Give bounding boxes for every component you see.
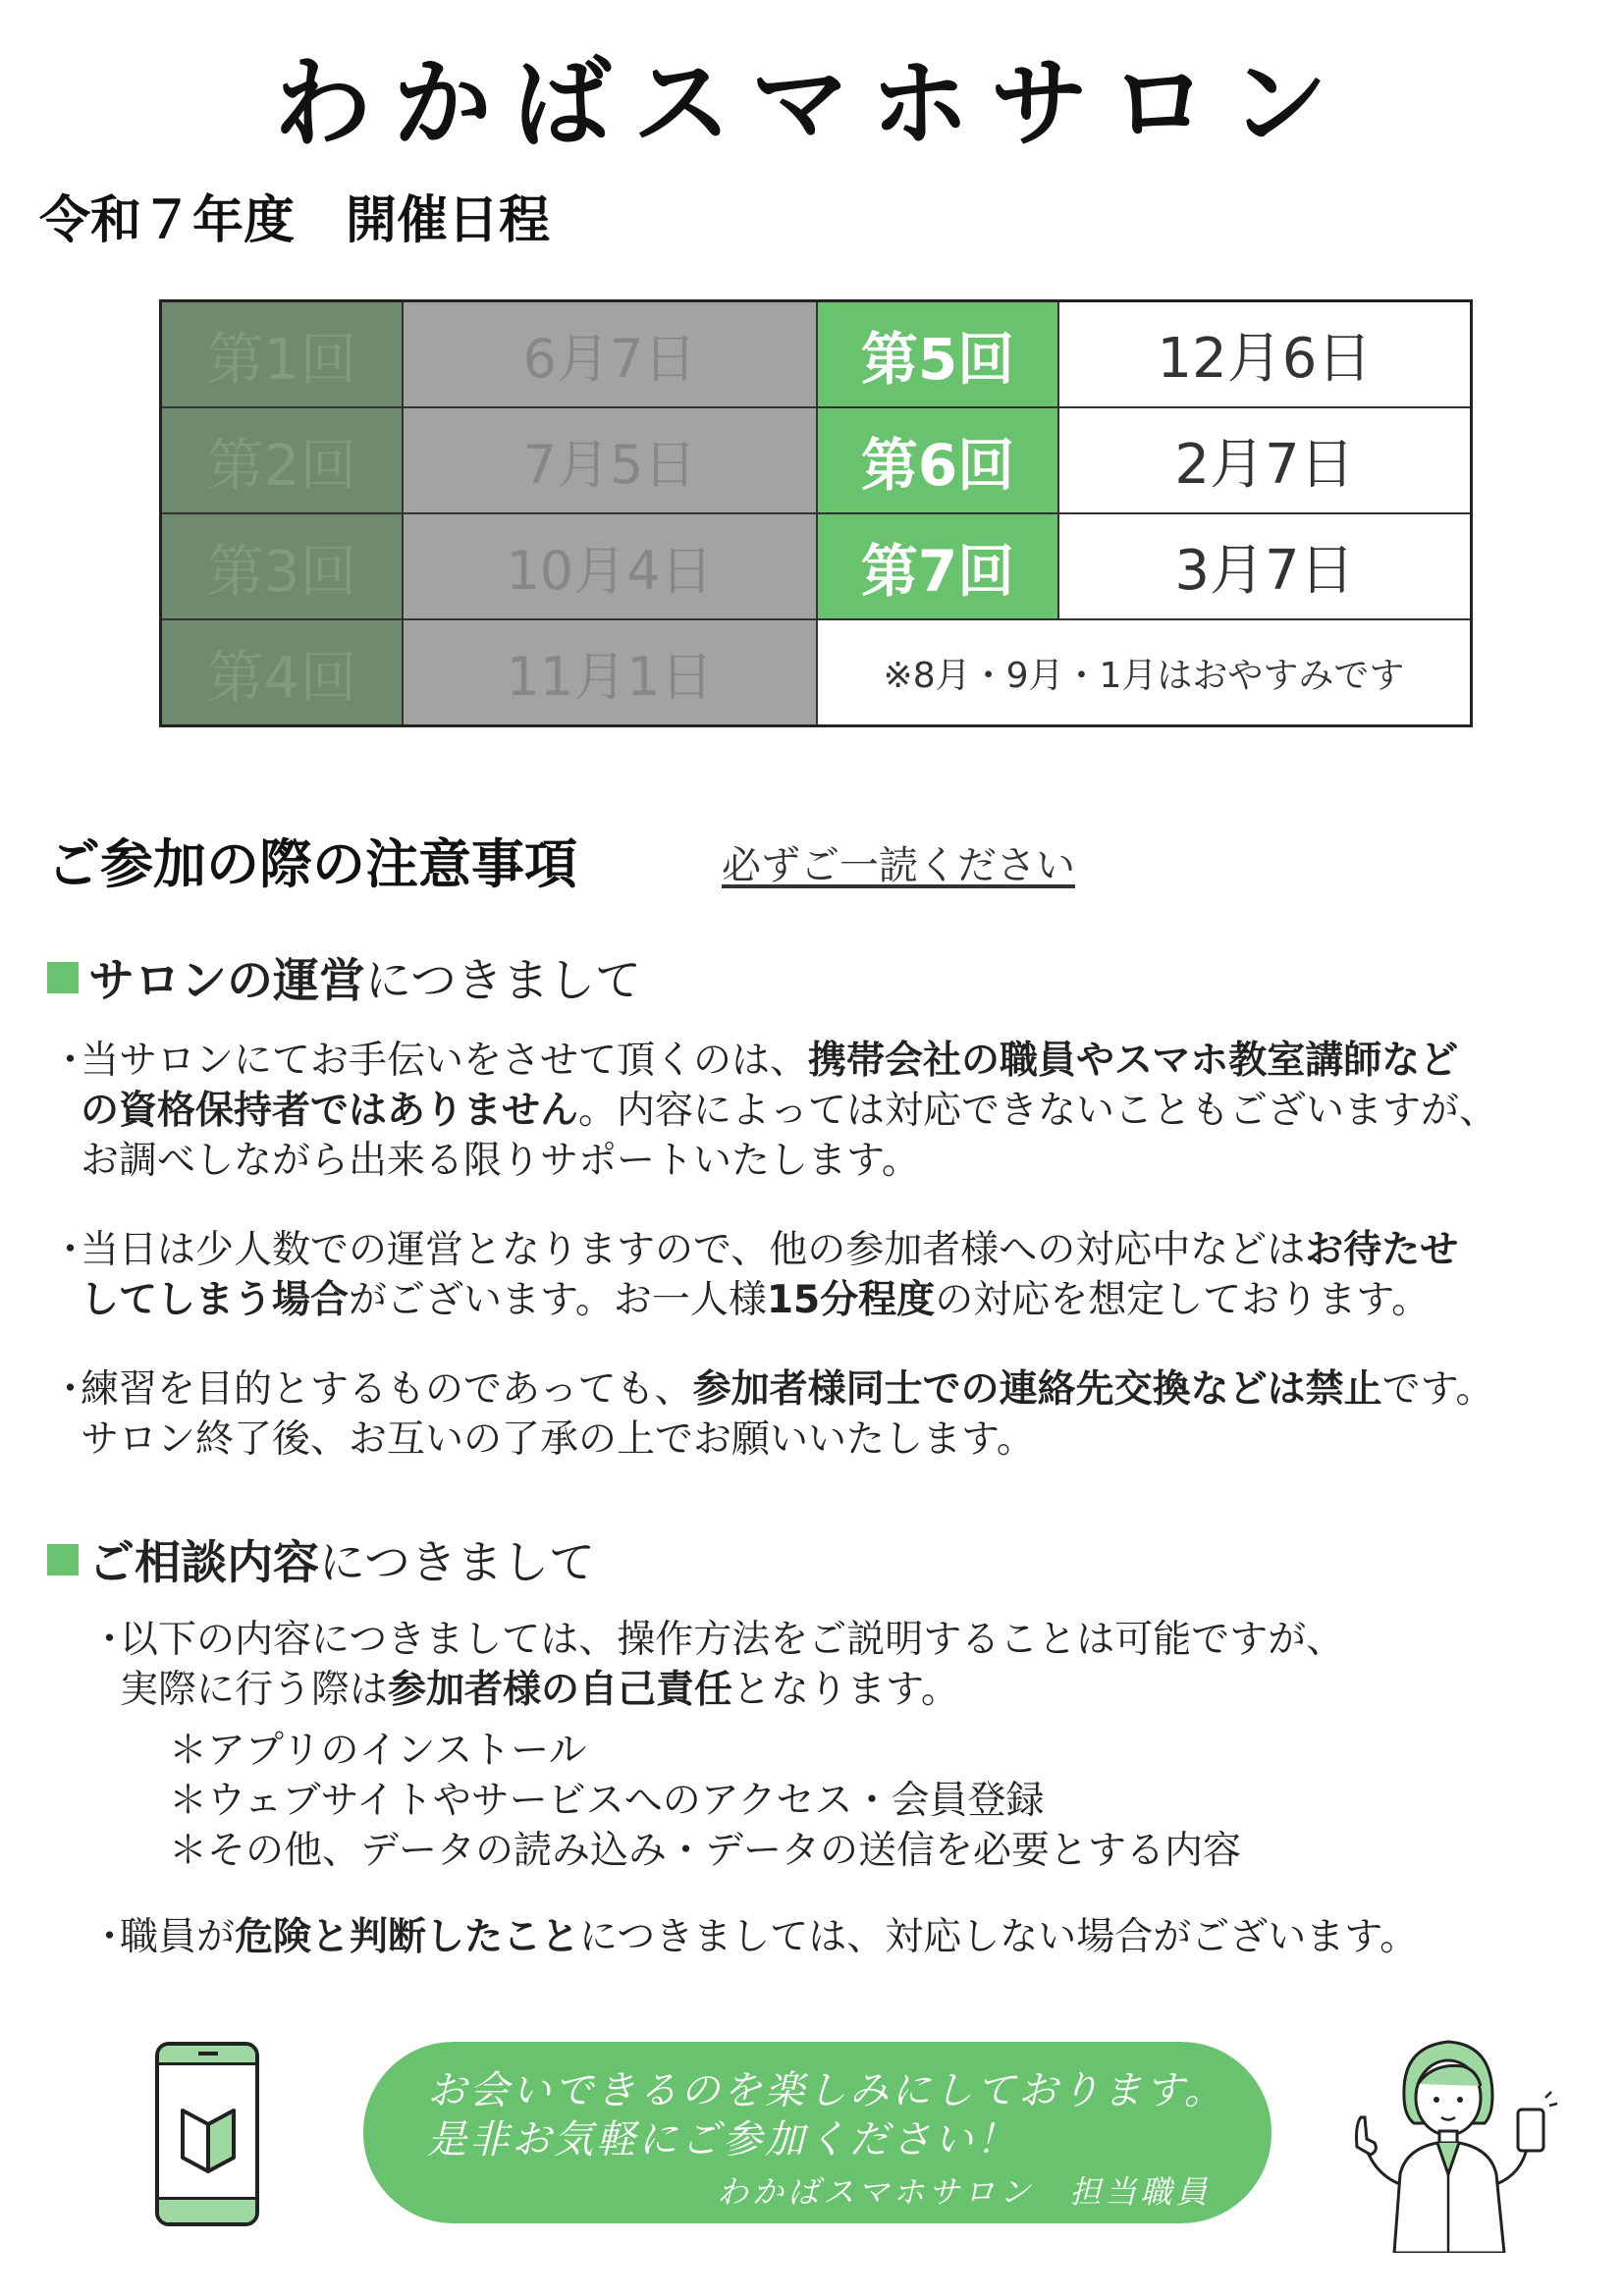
session-2-date: 7月5日 bbox=[404, 408, 818, 514]
message-bubble bbox=[363, 2042, 1271, 2223]
notes-read-notice: 必ずご一読ください bbox=[722, 843, 1075, 888]
session-6-date: 2月7日 bbox=[1059, 408, 1470, 514]
section-operation-heading-rest: につきまして bbox=[365, 954, 642, 1008]
section-consultation-heading bbox=[47, 1526, 595, 1592]
green-square-marker bbox=[47, 962, 79, 993]
session-5-label: 第5回 bbox=[818, 302, 1059, 408]
section-operation-heading-bold: サロンの運営 bbox=[88, 954, 365, 1008]
session-1-label: 第1回 bbox=[162, 302, 404, 408]
session-7-date: 3月7日 bbox=[1059, 514, 1470, 620]
section-consultation-heading-rest: につきまして bbox=[319, 1536, 596, 1590]
bullet: ・ bbox=[90, 1915, 130, 1959]
bullet: ・ bbox=[51, 1039, 90, 1083]
session-4-label: 第4回 bbox=[162, 620, 404, 724]
message-line-2: 是非お気軽にご参加ください！ bbox=[427, 2117, 1018, 2163]
session-6-label: 第6回 bbox=[818, 408, 1059, 514]
holiday-note: ※8月・9月・1月はおやすみです bbox=[818, 620, 1470, 724]
message-signature: わかばスマホサロン 担当職員 bbox=[717, 2173, 1212, 2211]
notes-heading: ご参加の際の注意事項 bbox=[47, 833, 577, 895]
list-item: ＊その他、データの読み込み・データの送信を必要とする内容 bbox=[169, 1829, 1242, 1873]
session-5-date: 12月6日 bbox=[1059, 302, 1470, 408]
bullet: ・ bbox=[90, 1618, 130, 1662]
operation-item-1: ・ 当サロンにてお手伝いをさせて頂くのは、携帯会社の職員やスマホ教室講師など の資格保持者ではありません。内容によっては対応できないこともございますが、 お調べしながら出来る限りサポートいたします。 bbox=[51, 1036, 1602, 1186]
session-3-label: 第3回 bbox=[162, 514, 404, 620]
consultation-list bbox=[169, 1726, 1543, 1876]
session-1-date: 6月7日 bbox=[404, 302, 818, 408]
list-item: ＊アプリのインストール bbox=[169, 1729, 587, 1773]
consultation-item-2: ・ 職員が危険と判断したことにつきましては、対応しない場合がございます。 bbox=[90, 1912, 1602, 1962]
message-line-1: お会いできるのを楽しみにしております。 bbox=[427, 2068, 1226, 2113]
page-title: わかばスマホサロン bbox=[273, 46, 1350, 161]
smartphone-beginner-mark-icon bbox=[155, 2042, 259, 2226]
session-2-label: 第2回 bbox=[162, 408, 404, 514]
session-7-label: 第7回 bbox=[818, 514, 1059, 620]
session-3-date: 10月4日 bbox=[404, 514, 818, 620]
bullet: ・ bbox=[51, 1367, 90, 1412]
list-item: ＊ウェブサイトやサービスへのアクセス・会員登録 bbox=[169, 1779, 1045, 1823]
schedule-table bbox=[159, 299, 1473, 727]
operation-item-2: ・ 当日は少人数での運営となりますので、他の参加者様への対応中などはお待たせ してしまう場合がございます。お一人様15分程度の対応を想定しております。 bbox=[51, 1225, 1602, 1325]
section-operation-heading bbox=[47, 944, 641, 1010]
consultation-item-1: ・ 以下の内容につきましては、操作方法をご説明することは可能ですが、 実際に行う際は参加者様の自己責任となります。 bbox=[90, 1615, 1602, 1715]
section-consultation-heading-bold: ご相談内容 bbox=[88, 1536, 319, 1590]
staff-illustration bbox=[1335, 2027, 1571, 2253]
green-square-marker bbox=[47, 1544, 79, 1575]
session-4-date: 11月1日 bbox=[404, 620, 818, 724]
operation-item-3: ・ 練習を目的とするものであっても、参加者様同士での連絡先交換などは禁止です。 サロン終了後、お互いの了承の上でお願いいたします。 bbox=[51, 1364, 1612, 1465]
bullet: ・ bbox=[51, 1228, 90, 1272]
schedule-subtitle: 令和７年度 開催日程 bbox=[39, 191, 551, 250]
